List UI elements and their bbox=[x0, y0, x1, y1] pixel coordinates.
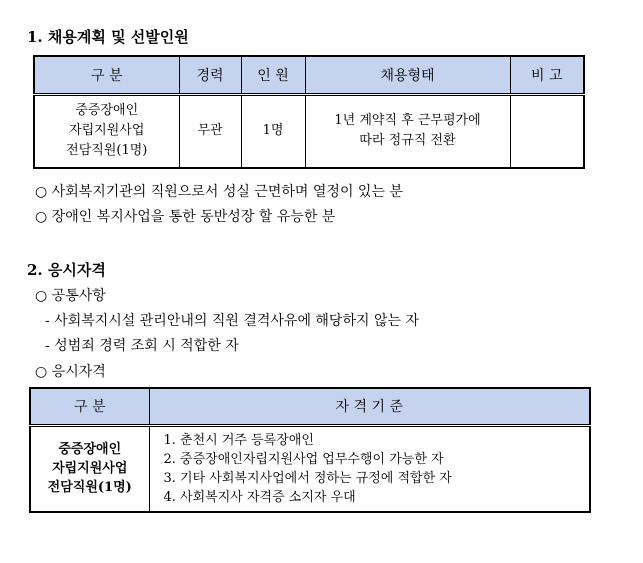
criteria-item: 1. 춘천시 거주 등록장애인 bbox=[163, 432, 314, 448]
header-count: 인 원 bbox=[241, 56, 305, 94]
header-type: 채용형태 bbox=[305, 56, 510, 94]
cell-criteria bbox=[149, 425, 590, 512]
header-career: 경력 bbox=[179, 56, 241, 94]
cell-category: 중증장애인 자립지원사업 전담직원(1명) bbox=[30, 425, 149, 512]
recruitment-plan-table bbox=[33, 55, 585, 169]
cell-type: 1년 계약직 후 근무평가에 따라 정규직 전환 bbox=[305, 94, 510, 168]
header-category: 구 분 bbox=[30, 388, 149, 425]
cell-career: 무관 bbox=[179, 94, 241, 168]
table-row bbox=[30, 425, 590, 512]
qualification-table bbox=[29, 387, 591, 513]
cell-count: 1명 bbox=[241, 94, 305, 168]
header-category: 구 분 bbox=[34, 56, 179, 94]
table-header-row bbox=[30, 388, 590, 425]
section1-title: 1. 채용계획 및 선발인원 bbox=[27, 28, 189, 46]
cell-category: 중증장애인 자립지원사업 전담직원(1명) bbox=[34, 94, 179, 168]
table-header-row bbox=[34, 56, 584, 94]
criteria-item: 3. 기타 사회복지사업에서 정하는 규정에 적합한 자 bbox=[163, 470, 452, 486]
bullet-item: ○ 사회복지기관의 직원으로서 성실 근면하며 열정이 있는 분 bbox=[35, 184, 403, 200]
qualification-heading: ○ 응시자격 bbox=[35, 364, 106, 380]
criteria-item: 2. 중증장애인자립지원사업 업무수행이 가능한 자 bbox=[163, 451, 444, 467]
common-item: - 성범죄 경력 조회 시 적합한 자 bbox=[45, 338, 239, 354]
bullet-item: ○ 장애인 복지사업을 통한 동반성장 할 유능한 분 bbox=[35, 209, 336, 225]
criteria-item: 4. 사회복지사 자격증 소지자 우대 bbox=[163, 489, 356, 505]
header-criteria: 자 격 기 준 bbox=[149, 388, 590, 425]
common-heading: ○ 공통사항 bbox=[35, 288, 106, 304]
header-note: 비 고 bbox=[510, 56, 584, 94]
cell-note bbox=[510, 94, 584, 168]
common-item: - 사회복지시설 관리안내의 직원 결격사유에 해당하지 않는 자 bbox=[45, 313, 419, 329]
table-row bbox=[34, 94, 584, 168]
section2-title: 2. 응시자격 bbox=[27, 261, 106, 279]
